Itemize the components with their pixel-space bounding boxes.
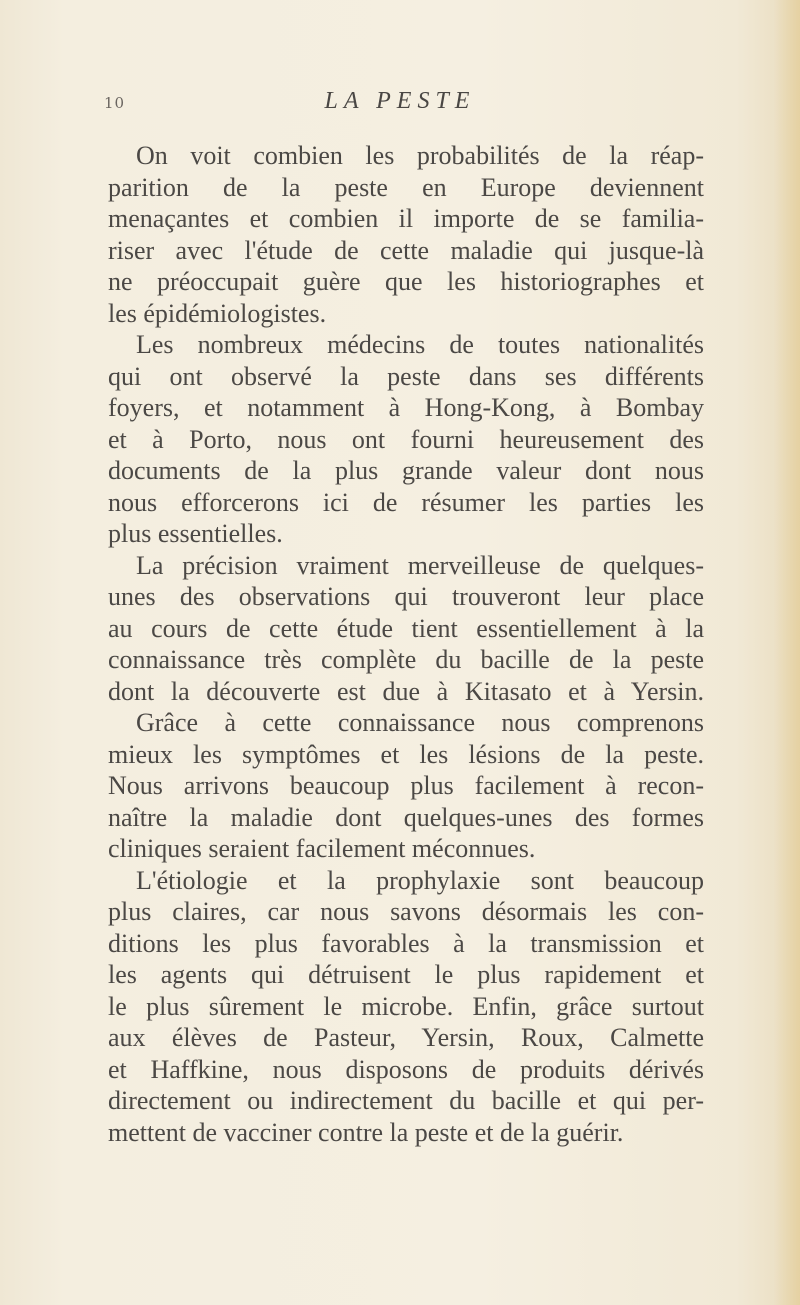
text-line: mettent de vacciner contre la peste et de la guérir. (108, 1117, 624, 1147)
page-number: 10 (104, 94, 126, 112)
text-line: parition de la peste en Europe deviennent (108, 172, 704, 202)
page-header (0, 88, 800, 118)
text-line: foyers, et notamment à Hong-Kong, à Bombay (108, 393, 704, 422)
body-text (108, 140, 704, 1148)
text-line: directement ou indirectement du bacille et qui per- (108, 1086, 704, 1115)
text-line: riser avec l'étude de cette maladie qui jusque-là (108, 235, 704, 265)
text-line: cliniques seraient facilement méconnues. (108, 834, 536, 863)
text-line: mieux les symptômes et les lésions de la peste. (108, 739, 704, 769)
page-edge-shading (774, 0, 800, 1305)
text-line: Les nombreux médecins de toutes nationalités (136, 330, 704, 359)
text-line: ditions les plus favorables à la transmission et (108, 928, 704, 958)
text-line: plus essentielles. (108, 519, 283, 548)
text-line: et à Porto, nous ont fourni heureusement des (108, 424, 704, 454)
text-line: le plus sûrement le microbe. Enfin, grâce surtout (108, 991, 704, 1021)
text-line: dont la découverte est due à Kitasato et à Yersin. (108, 676, 704, 706)
text-line: L'étiologie et la prophylaxie sont beaucoup (136, 865, 704, 895)
text-line: les agents qui détruisent le plus rapidement et (108, 960, 704, 989)
text-line: plus claires, car nous savons désormais les con- (108, 897, 704, 926)
text-line: au cours de cette étude tient essentiellement à la (108, 613, 704, 643)
text-line: les épidémiologistes. (108, 298, 327, 328)
text-line: Nous arrivons beaucoup plus facilement à recon- (108, 771, 704, 800)
text-line: On voit combien les probabilités de la réap- (136, 141, 704, 170)
text-line: documents de la plus grande valeur dont nous (108, 456, 704, 485)
text-line: nous efforcerons ici de résumer les parties les (108, 487, 704, 517)
text-line: qui ont observé la peste dans ses différents (108, 361, 704, 391)
text-line: unes des observations qui trouveront leur place (108, 582, 704, 611)
text-line: aux élèves de Pasteur, Yersin, Roux, Calmette (108, 1023, 704, 1052)
text-line: naître la maladie dont quelques-unes des formes (108, 802, 704, 832)
running-title: LA PESTE (324, 88, 476, 114)
text-line: menaçantes et combien il importe de se familia- (108, 204, 704, 233)
text-line: connaissance très complète du bacille de la peste (108, 645, 704, 674)
text-line: Grâce à cette connaissance nous comprenons (136, 708, 704, 737)
text-line: La précision vraiment merveilleuse de quelques- (136, 550, 704, 580)
text-line: et Haffkine, nous disposons de produits dérivés (108, 1054, 704, 1084)
text-line: ne préoccupait guère que les historiographes et (108, 267, 704, 296)
